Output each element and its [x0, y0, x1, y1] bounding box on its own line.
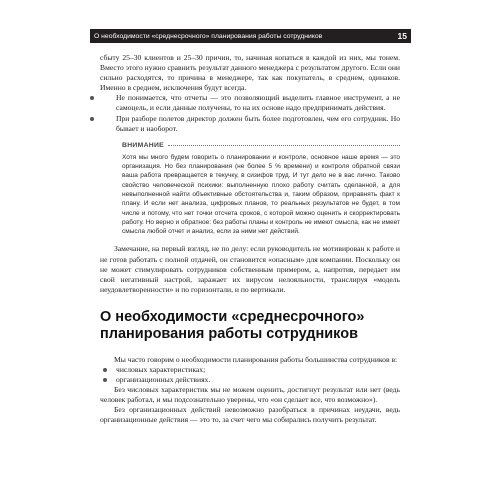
warning-title: ВНИМАНИЕ — [122, 141, 164, 149]
paragraph-planning-intro: Мы часто говорим о необходимости планирования работы большинства сотрудников в: — [114, 354, 398, 364]
running-header — [90, 29, 411, 43]
warning-dotted-rule — [168, 145, 400, 146]
warning-box — [122, 140, 400, 237]
page-number: 15 — [397, 31, 407, 41]
section-heading: О необходимости «среднесрочного» планирования работы сотрудников — [100, 308, 365, 342]
paragraph-remark: Замечание, на первый взгляд, не по делу: если руководитель не мотивирован к работе и не готов работать с полной отдачей, он становится «опасным» для компании. Поскольку он не может стимулировать сотрудников собственным примером, а, напротив, передает им свой негативный настрой, заражает их вирусом нелояльности, транслируя «модель неудовлетворенности» и по горизонтали, и по вертикали. — [100, 244, 400, 294]
paragraph-organizational: Без организационных действий невозможно разобраться в причинах неудачи, ведь организационные действия — это то, за счет чего мы собирались получить результат. — [100, 405, 400, 425]
bullet-director-prepared: При разборе полетов директор должен быть более подготовлен, чем его сотрудник. Но бывает и наоборот. — [87, 114, 400, 134]
running-header-title: О необходимости «среднесрочного» планирования работы сотрудников — [94, 32, 323, 40]
list-item-numeric: числовых характеристиках; — [100, 365, 400, 375]
list-item-organizational: организационных действиях. — [100, 375, 400, 385]
paragraph-continued: сбыту 25–30 клиентов и 25–30 причин, то, начиная копаться в каждой из них, мы тонем. Вместо этого нужно сравнить результат данного менеджера с результатом другого. Если они сильно расходятся, то причина в менеджере, так как покупатель, в среднем, одинаков. Именно в среднем, исключения будут всегда. — [100, 53, 400, 93]
paragraph-numeric: Без числовых характеристик мы не можем оценить, достигнут результат или нет (ведь человек работал, и мы подсознательно уверены, что «он сделает все, что возможно»). — [100, 385, 400, 405]
page-content — [100, 53, 400, 426]
bullet-reports-not-goal: Не понимается, что отчеты — это позволяющий выделить главное инструмент, а не самоцель, и если данные получены, то на их основе надо предпринимать действия. — [87, 93, 400, 113]
warning-text: Хотя мы много будем говорить о планировании и контроле, основное наше время — это организация. Но без планирования (не более 5 % времени) и контроля обратной связи ваша работа превращается в текучку, в сизифов труд. И тут дело не в вас лично. Таково свойство человеческой психики: выполненную плохо работу считать сделанной, а для невыполненной найти объективные обстоятельства и, таким образом, приравнять факт к плану. И если нет анализа, цифровых планов, то реальных результатов не будет, в том числе и потому, что нет точки отсчета сроков, с которой можно оценить и скорректировать работу. Но верно и обратное: без работы планы и контроль не имеют смысла, как не имеет смысла любой отчет и анализ, если за ними нет действий. — [122, 153, 400, 236]
warning-header — [122, 140, 400, 151]
